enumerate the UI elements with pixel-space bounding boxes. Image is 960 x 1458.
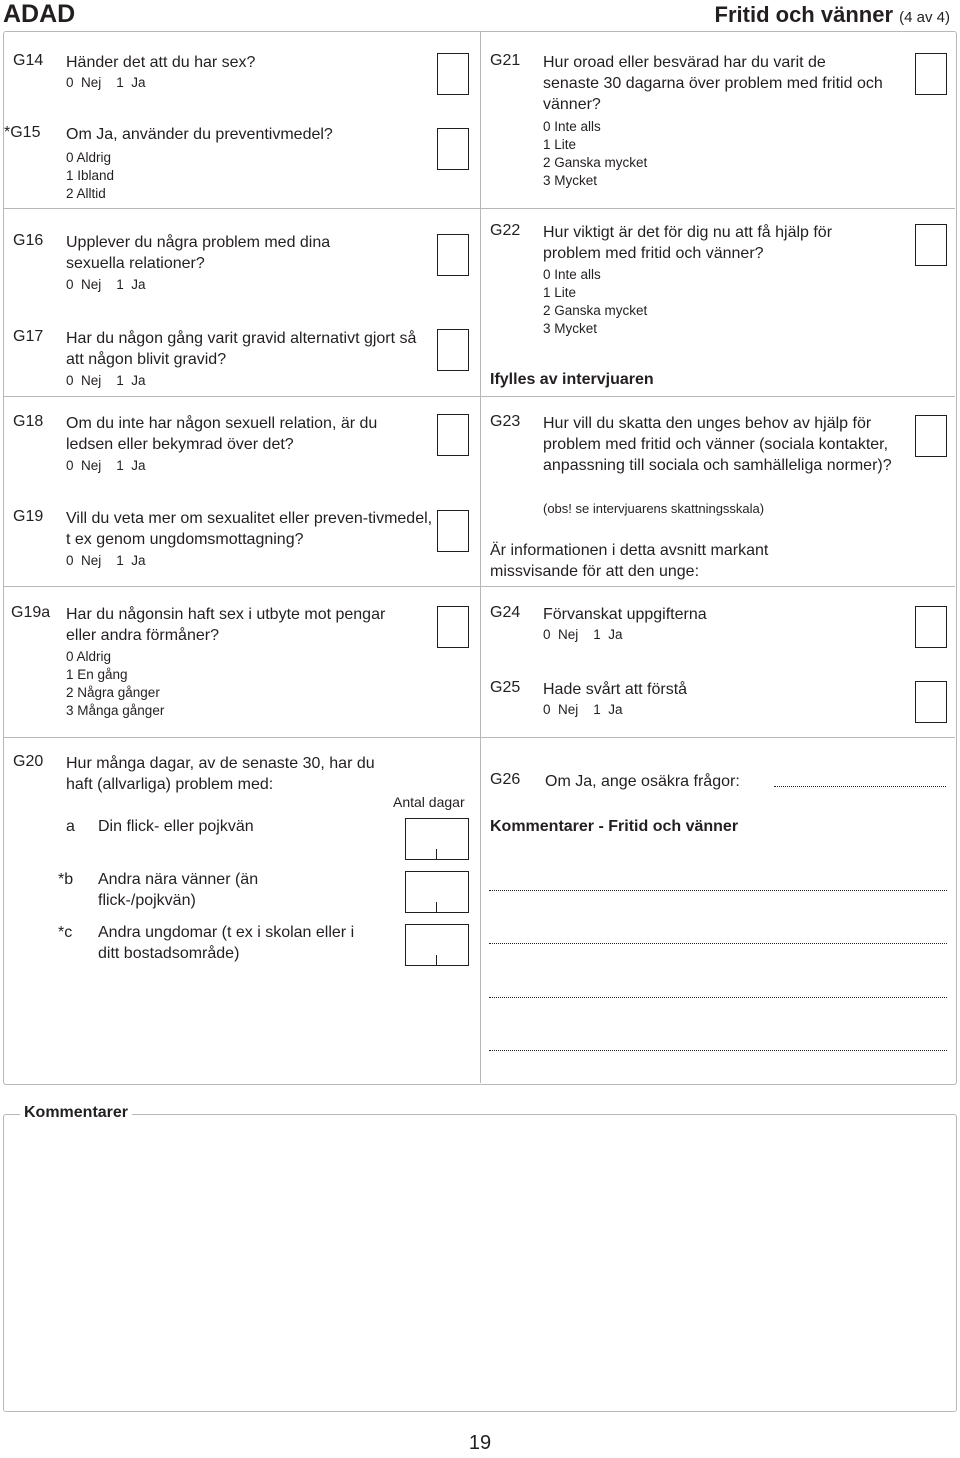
g26-number: G26 [490,771,521,788]
g22-options [543,266,647,338]
g16-options: 0 Nej 1 Ja [66,277,146,292]
g20c-letter: *c [58,924,73,941]
g19a-options [66,648,164,720]
g18-number: G18 [13,413,44,430]
g21-option-1: 1 Lite [543,137,577,152]
g25-options: 0 Nej 1 Ja [543,702,623,717]
g19-number: G19 [13,508,44,525]
g24-number: G24 [490,604,521,621]
g20c-text: Andra ungdomar (t ex i skolan eller i ditt bostadsområde) [98,924,355,962]
g20b-days-box[interactable] [405,871,469,913]
g15-question: Om Ja, använder du preventivmedel? [66,126,333,143]
g20a-letter: a [66,818,75,835]
comments-fritid-heading: Kommentarer - Fritid och vänner [490,818,739,835]
g26-question: Om Ja, ange osäkra frågor: [545,773,740,790]
g19a-question: Har du någonsin haft sex i utbyte mot pengar eller andra förmåner? [66,606,386,644]
g25-question: Hade svårt att förstå [543,681,688,698]
g20c-days-box[interactable] [405,924,469,966]
comment-line-3[interactable] [489,983,947,998]
g20b-letter: *b [58,871,74,888]
g14-question: Händer det att du har sex? [66,54,256,71]
g20a-text: Din flick- eller pojkvän [98,818,254,835]
g16-number: G16 [13,232,44,249]
g16-question: Upplever du några problem med dina sexuella relationer? [66,234,331,272]
comments-box[interactable] [3,1114,957,1412]
g17-number: G17 [13,328,44,345]
g23-note: (obs! se intervjuarens skattningsskala) [543,501,765,516]
g15-option-1: 1 Ibland [66,168,115,183]
g23-number: G23 [490,413,521,430]
g21-answer-box[interactable] [915,53,947,95]
validity-question: Är informationen i detta avsnitt markant missvisande för att den unge: [490,542,769,580]
g19a-option-1: 1 En gång [66,667,128,682]
g26-answer-line[interactable] [774,772,946,787]
g19a-number: G19a [11,604,51,621]
g15-number: *G15 [4,124,41,141]
digit-divider [436,955,437,965]
section-title-text: Fritid och vänner [714,2,894,27]
g15-options [66,149,114,203]
g17-question: Har du någon gång varit gravid alternativt gjort så att någon blivit gravid? [66,330,417,368]
ifylles-heading: Ifylles av intervjuaren [490,371,654,388]
g20-column-header: Antal dagar [393,794,465,810]
g16-answer-box[interactable] [437,234,469,276]
g19a-option-3: 3 Många gånger [66,703,165,718]
comments-heading: Kommentarer [20,1104,132,1122]
g19-answer-box[interactable] [437,510,469,552]
digit-divider [436,849,437,859]
section-title [715,2,950,28]
g21-options [543,118,647,190]
column-divider [480,31,481,1083]
comment-line-2[interactable] [489,929,947,944]
g15-option-0: 0 Aldrig [66,150,112,165]
g21-option-2: 2 Ganska mycket [543,155,648,170]
g15-option-2: 2 Alltid [66,186,106,201]
g19a-option-2: 2 Några gånger [66,685,160,700]
g18-answer-box[interactable] [437,414,469,456]
g25-answer-box[interactable] [915,681,947,723]
g17-answer-box[interactable] [437,329,469,371]
g14-answer-box[interactable] [437,53,469,95]
g17-options: 0 Nej 1 Ja [66,373,146,388]
g24-answer-box[interactable] [915,606,947,648]
g20-question: Hur många dagar, av de senaste 30, har du haft (allvarliga) problem med: [66,755,375,793]
row-divider-3 [3,586,955,587]
g25-number: G25 [490,679,521,696]
g23-answer-box[interactable] [915,415,947,457]
comment-line-4[interactable] [489,1036,947,1051]
g20b-text: Andra nära vänner (än flick-/pojkvän) [98,871,259,909]
g19a-answer-box[interactable] [437,606,469,648]
g21-option-3: 3 Mycket [543,173,598,188]
g22-option-2: 2 Ganska mycket [543,303,648,318]
row-divider-4 [3,737,955,738]
row-divider-1 [3,208,955,209]
form-code: ADAD [3,0,76,28]
g20-number: G20 [13,753,44,770]
g14-number: G14 [13,52,44,69]
g22-option-0: 0 Inte alls [543,267,601,282]
g20a-days-box[interactable] [405,818,469,860]
g19a-option-0: 0 Aldrig [66,649,112,664]
g22-answer-box[interactable] [915,224,947,266]
g24-options: 0 Nej 1 Ja [543,627,623,642]
g19-options: 0 Nej 1 Ja [66,553,146,568]
g19-question: Vill du veta mer om sexualitet eller preven-tivmedel, t ex genom ungdomsmottagning? [66,510,433,548]
g18-options: 0 Nej 1 Ja [66,458,146,473]
g22-option-3: 3 Mycket [543,321,598,336]
g15-answer-box[interactable] [437,128,469,170]
g14-options: 0 Nej 1 Ja [66,75,146,90]
g21-option-0: 0 Inte alls [543,119,601,134]
g22-question: Hur viktigt är det för dig nu att få hjälp för problem med fritid och vänner? [543,224,833,262]
g22-option-1: 1 Lite [543,285,577,300]
g18-question: Om du inte har någon sexuell relation, är du ledsen eller bekymrad över det? [66,415,378,453]
g24-question: Förvanskat uppgifterna [543,606,707,623]
g21-number: G21 [490,52,521,69]
g21-question: Hur oroad eller besvärad har du varit de senaste 30 dagarna över problem med fritid och vänner? [543,54,883,113]
section-page-indicator: (4 av 4) [899,9,950,26]
g22-number: G22 [490,222,521,239]
g23-question: Hur vill du skatta den unges behov av hjälp för problem med fritid och vänner (sociala kontakter, anpassning till sociala och samhälleliga normer)? [543,415,892,474]
digit-divider [436,902,437,912]
comment-line-1[interactable] [489,876,947,891]
row-divider-2 [3,396,955,397]
page-number: 19 [468,1432,492,1454]
